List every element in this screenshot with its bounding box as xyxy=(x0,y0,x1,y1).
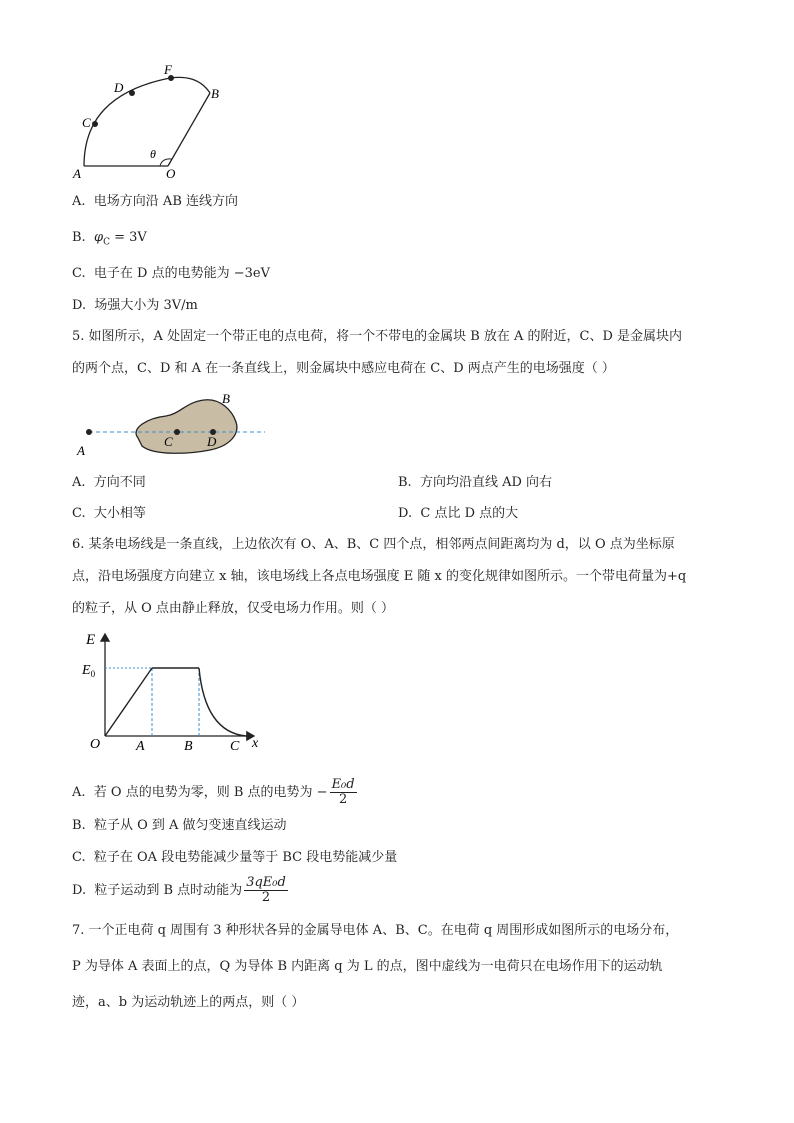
segment-OA xyxy=(105,668,152,736)
q6-option-d: D. 粒子运动到 B 点时动能为 $\frac{\text{3qE₀d}}{2}$ xyxy=(72,875,286,905)
q5-figure xyxy=(70,388,280,460)
point-C xyxy=(174,429,180,435)
q5-stem-line1: 5. 如图所示，A 处固定一个带正电的点电荷，将一个不带电的金属块 B 放在 A 的附近，C、D 是金属块内 xyxy=(72,329,683,344)
q6-e-x-chart xyxy=(80,628,270,756)
point-A xyxy=(86,429,92,435)
point-C xyxy=(92,121,98,127)
tick-C: C xyxy=(230,739,240,754)
tick-A: A xyxy=(136,739,145,754)
metal-block xyxy=(136,400,237,453)
q5-option-c: C. 大小相等 xyxy=(72,506,146,521)
label-A: A xyxy=(73,166,81,181)
q5-stem-line2: 的两个点，C、D 和 A 在一条直线上，则金属块中感应电荷在 C、D 两点产生的电场强度（ ） xyxy=(72,361,615,376)
q6-option-c: C. 粒子在 OA 段电势能减少量等于 BC 段电势能减少量 xyxy=(72,850,398,865)
label-B: B xyxy=(211,86,219,101)
point-D xyxy=(129,90,135,96)
tick-B: B xyxy=(184,739,193,754)
label-D: D xyxy=(207,434,217,449)
label-O: O xyxy=(166,166,176,181)
q4-option-b: B. $\varphi_C = 3V$ xyxy=(72,230,147,248)
label-F: F xyxy=(164,62,172,77)
q4-option-a: A. 电场方向沿 AB 连线方向 xyxy=(72,194,239,209)
label-B: B xyxy=(222,391,230,406)
q7-stem-line1: 7. 一个正电荷 q 周围有 3 种形状各异的金属导电体 A、B、C。在电荷 q 周围形成如图所示的电场分布， xyxy=(72,923,679,938)
label-A: A xyxy=(77,443,85,458)
axis-label-E: E xyxy=(86,632,96,648)
arc-AB xyxy=(84,77,210,166)
q4-option-d: D. 场强大小为 3V/m xyxy=(72,298,198,313)
q5-option-a: A. 方向不同 xyxy=(72,475,146,490)
q7-stem-line3: 迹，a、b 为运动轨迹上的两点，则（ ） xyxy=(72,995,305,1010)
label-D: D xyxy=(114,80,124,95)
axis-label-x: x xyxy=(252,736,259,751)
fraction-3qe0d-over-2: $\frac{\text{3qE₀d}}{2}$ xyxy=(246,875,286,905)
q6-option-b: B. 粒子从 O 到 A 做匀变速直线运动 xyxy=(72,818,287,833)
q5-option-b: B. 方向均沿直线 AD 向右 xyxy=(398,475,553,490)
label-C: C xyxy=(82,115,91,130)
tick-O: O xyxy=(90,737,101,752)
q4-option-c: C. 电子在 D 点的电势能为 −3eV xyxy=(72,266,270,281)
q6-option-a: A. 若 O 点的电势为零，则 B 点的电势为 − $\frac{\text{E₀d}}{2}$ xyxy=(72,777,355,807)
tick-E0: $E_0$ xyxy=(82,663,96,679)
q6-stem-line2: 点，沿电场强度方向建立 x 轴，该电场线上各点电场强度 E 随 x 的变化规律如图所示。一个带电荷量为+q xyxy=(72,569,687,584)
label-C: C xyxy=(164,434,173,449)
line-OB xyxy=(168,93,210,166)
q6-stem-line1: 6. 某条电场线是一条直线，上边依次有 O、A、B、C 四个点，相邻两点间距离均为 d，以 O 点为坐标原 xyxy=(72,537,675,552)
q5-option-d: D. C 点比 D 点的大 xyxy=(398,506,519,521)
q6-stem-line3: 的粒子，从 O 点由静止释放，仅受电场力作用。则（ ） xyxy=(72,601,395,616)
fraction-e0d-over-2: $\frac{\text{E₀d}}{2}$ xyxy=(331,777,355,807)
q7-stem-line2: P 为导体 A 表面上的点，Q 为导体 B 内距离 q 为 L 的点，图中虚线为一电荷只在电场作用下的运动轨 xyxy=(72,959,663,974)
segment-BC xyxy=(199,668,246,736)
label-theta: θ xyxy=(150,147,156,161)
q4-arc-figure xyxy=(70,60,240,185)
